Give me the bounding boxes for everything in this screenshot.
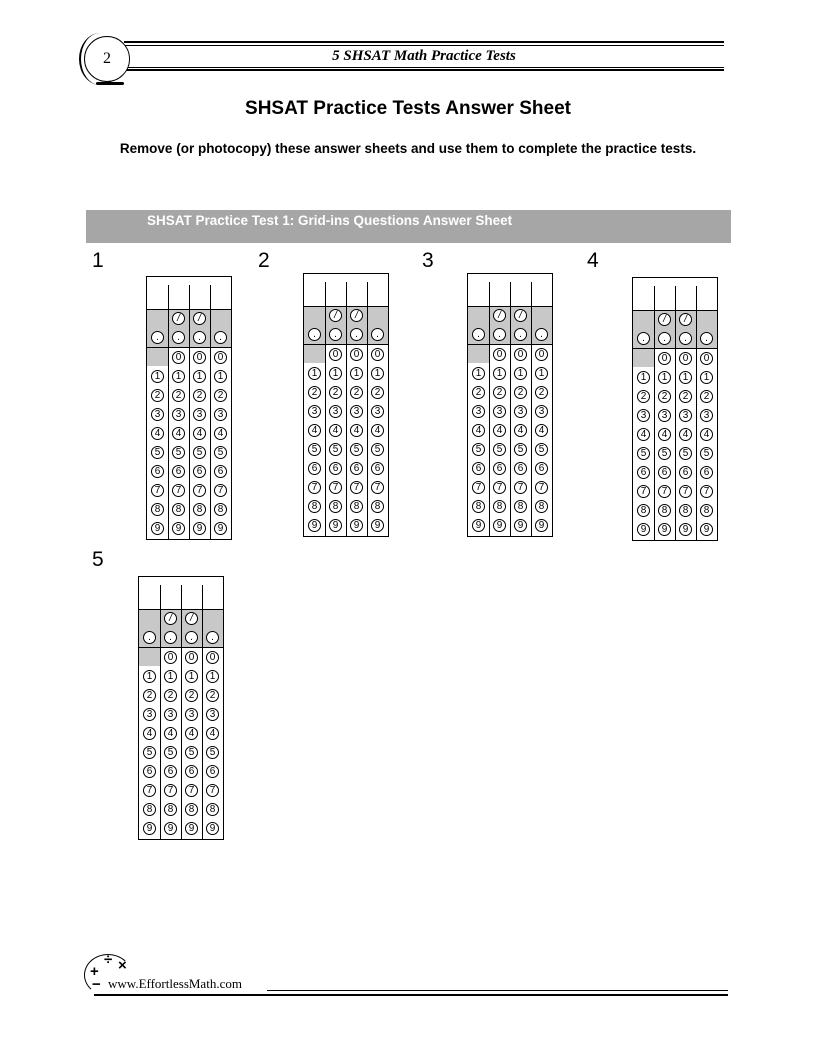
column-divider	[367, 282, 368, 306]
decimal-bubble[interactable]: .	[193, 331, 206, 344]
digit-bubble-7[interactable]: 7	[658, 485, 671, 498]
grid-in-question-1	[146, 276, 232, 540]
decimal-bubble[interactable]: .	[493, 328, 506, 341]
decimal-bubble[interactable]: .	[206, 631, 219, 644]
digit-bubble-1[interactable]: 1	[658, 371, 671, 384]
question-number: 3	[422, 249, 434, 272]
decimal-bubble[interactable]: .	[164, 631, 177, 644]
column-divider	[696, 310, 697, 540]
digit-bubble-7[interactable]: 7	[308, 481, 321, 494]
digit-bubble-5[interactable]: 5	[637, 447, 650, 460]
decimal-bubble[interactable]: .	[350, 328, 363, 341]
digit-bubble-2[interactable]: 2	[206, 689, 219, 702]
digit-bubble-9[interactable]: 9	[185, 822, 198, 835]
digit-bubble-1[interactable]: 1	[193, 370, 206, 383]
minus-icon: −	[92, 976, 101, 993]
plus-icon: +	[90, 963, 99, 980]
digit-bubble-4[interactable]: 4	[514, 424, 527, 437]
digit-bubble-9[interactable]: 9	[350, 519, 363, 532]
digit-bubble-9[interactable]: 9	[637, 523, 650, 536]
decimal-bubble[interactable]: .	[172, 331, 185, 344]
footer-rule	[94, 994, 728, 996]
digit-bubble-8[interactable]: 8	[679, 504, 692, 517]
digit-bubble-4[interactable]: 4	[143, 727, 156, 740]
digit-bubble-3[interactable]: 3	[679, 409, 692, 422]
digit-bubble-3[interactable]: 3	[185, 708, 198, 721]
digit-bubble-7[interactable]: 7	[206, 784, 219, 797]
digit-bubble-2[interactable]: 2	[700, 390, 713, 403]
digit-bubble-7[interactable]: 7	[151, 484, 164, 497]
digit-bubble-1[interactable]: 1	[329, 367, 342, 380]
digit-bubble-3[interactable]: 3	[658, 409, 671, 422]
digit-bubble-2[interactable]: 2	[172, 389, 185, 402]
digit-bubble-8[interactable]: 8	[308, 500, 321, 513]
digit-bubble-6[interactable]: 6	[493, 462, 506, 475]
digit-bubble-5[interactable]: 5	[679, 447, 692, 460]
blank-cell	[468, 345, 489, 363]
digit-bubble-2[interactable]: 2	[193, 389, 206, 402]
digit-bubble-6[interactable]: 6	[658, 466, 671, 479]
digit-bubble-1[interactable]: 1	[371, 367, 384, 380]
digit-bubble-1[interactable]: 1	[472, 367, 485, 380]
digit-bubble-3[interactable]: 3	[214, 408, 227, 421]
digit-bubble-8[interactable]: 8	[151, 503, 164, 516]
digit-bubble-3[interactable]: 3	[700, 409, 713, 422]
digit-bubble-1[interactable]: 1	[185, 670, 198, 683]
digit-bubble-7[interactable]: 7	[371, 481, 384, 494]
answer-write-row[interactable]	[147, 277, 231, 309]
digit-bubble-6[interactable]: 6	[329, 462, 342, 475]
digit-bubble-4[interactable]: 4	[185, 727, 198, 740]
column-divider	[346, 282, 347, 306]
column-divider	[489, 282, 490, 306]
column-divider	[367, 306, 368, 536]
digit-bubble-6[interactable]: 6	[535, 462, 548, 475]
digit-bubble-7[interactable]: 7	[514, 481, 527, 494]
digit-bubble-3[interactable]: 3	[308, 405, 321, 418]
digit-bubble-8[interactable]: 8	[658, 504, 671, 517]
digit-bubble-8[interactable]: 8	[214, 503, 227, 516]
digit-bubble-5[interactable]: 5	[143, 746, 156, 759]
digit-bubble-6[interactable]: 6	[637, 466, 650, 479]
column-divider	[325, 306, 326, 536]
answer-write-row[interactable]	[468, 274, 552, 306]
digit-bubble-9[interactable]: 9	[700, 523, 713, 536]
digit-bubble-7[interactable]: 7	[493, 481, 506, 494]
digit-bubble-0[interactable]: 0	[185, 651, 198, 664]
digit-bubble-2[interactable]: 2	[164, 689, 177, 702]
digit-bubble-2[interactable]: 2	[658, 390, 671, 403]
digit-bubble-2[interactable]: 2	[679, 390, 692, 403]
digit-bubble-4[interactable]: 4	[535, 424, 548, 437]
digit-bubble-4[interactable]: 4	[308, 424, 321, 437]
digit-bubble-7[interactable]: 7	[214, 484, 227, 497]
digit-bubble-9[interactable]: 9	[535, 519, 548, 532]
digit-bubble-1[interactable]: 1	[679, 371, 692, 384]
digit-bubble-8[interactable]: 8	[329, 500, 342, 513]
digit-bubble-5[interactable]: 5	[658, 447, 671, 460]
digit-bubble-1[interactable]: 1	[214, 370, 227, 383]
digit-bubble-0[interactable]: 0	[193, 351, 206, 364]
digit-bubble-9[interactable]: 9	[172, 522, 185, 535]
digit-bubble-4[interactable]: 4	[172, 427, 185, 440]
digit-bubble-8[interactable]: 8	[172, 503, 185, 516]
digit-bubble-3[interactable]: 3	[143, 708, 156, 721]
digit-bubble-9[interactable]: 9	[164, 822, 177, 835]
column-divider	[181, 585, 182, 609]
digit-bubble-5[interactable]: 5	[185, 746, 198, 759]
digit-bubble-8[interactable]: 8	[350, 500, 363, 513]
digit-bubble-6[interactable]: 6	[371, 462, 384, 475]
decimal-bubble[interactable]: .	[151, 331, 164, 344]
digit-bubble-7[interactable]: 7	[700, 485, 713, 498]
digit-bubble-8[interactable]: 8	[164, 803, 177, 816]
digit-bubble-6[interactable]: 6	[185, 765, 198, 778]
digit-bubble-2[interactable]: 2	[350, 386, 363, 399]
digit-bubble-7[interactable]: 7	[143, 784, 156, 797]
slash-bubble[interactable]: /	[193, 312, 206, 325]
column-divider	[168, 285, 169, 309]
digit-bubble-0[interactable]: 0	[214, 351, 227, 364]
digit-bubble-3[interactable]: 3	[206, 708, 219, 721]
page-number: 2	[103, 50, 111, 67]
digit-bubble-3[interactable]: 3	[350, 405, 363, 418]
digit-bubble-3[interactable]: 3	[151, 408, 164, 421]
digit-bubble-1[interactable]: 1	[350, 367, 363, 380]
instructions: Remove (or photocopy) these answer sheets and use them to complete the practice tests.	[119, 141, 697, 156]
digit-bubble-7[interactable]: 7	[185, 784, 198, 797]
digit-bubble-3[interactable]: 3	[514, 405, 527, 418]
column-divider	[531, 282, 532, 306]
digit-bubble-6[interactable]: 6	[214, 465, 227, 478]
page-footer	[84, 950, 728, 1000]
digit-bubble-4[interactable]: 4	[214, 427, 227, 440]
digit-bubble-5[interactable]: 5	[214, 446, 227, 459]
column-divider	[510, 282, 511, 306]
globe-icon	[84, 36, 130, 82]
digit-bubble-7[interactable]: 7	[350, 481, 363, 494]
digit-bubble-1[interactable]: 1	[308, 367, 321, 380]
slash-bubble[interactable]: /	[679, 313, 692, 326]
slash-bubble[interactable]: /	[350, 309, 363, 322]
column-divider	[160, 609, 161, 839]
digit-bubble-1[interactable]: 1	[172, 370, 185, 383]
digit-bubble-6[interactable]: 6	[151, 465, 164, 478]
digit-bubble-2[interactable]: 2	[185, 689, 198, 702]
digit-bubble-8[interactable]: 8	[700, 504, 713, 517]
digit-bubble-0[interactable]: 0	[371, 348, 384, 361]
digit-bubble-2[interactable]: 2	[514, 386, 527, 399]
column-divider	[210, 285, 211, 309]
digit-bubble-5[interactable]: 5	[164, 746, 177, 759]
digit-bubble-5[interactable]: 5	[151, 446, 164, 459]
digit-bubble-2[interactable]: 2	[637, 390, 650, 403]
digit-bubble-9[interactable]: 9	[214, 522, 227, 535]
question-number: 1	[92, 249, 104, 272]
column-divider	[654, 286, 655, 310]
digit-bubble-1[interactable]: 1	[700, 371, 713, 384]
digit-bubble-5[interactable]: 5	[700, 447, 713, 460]
digit-bubble-0[interactable]: 0	[329, 348, 342, 361]
answer-write-row[interactable]	[304, 274, 388, 306]
digit-bubble-8[interactable]: 8	[206, 803, 219, 816]
digit-bubble-2[interactable]: 2	[472, 386, 485, 399]
digit-bubble-9[interactable]: 9	[658, 523, 671, 536]
digit-bubble-6[interactable]: 6	[206, 765, 219, 778]
digit-bubble-7[interactable]: 7	[164, 784, 177, 797]
digit-bubble-9[interactable]: 9	[308, 519, 321, 532]
slash-bubble[interactable]: /	[514, 309, 527, 322]
digit-bubble-0[interactable]: 0	[700, 352, 713, 365]
decimal-bubble[interactable]: .	[308, 328, 321, 341]
digit-bubble-4[interactable]: 4	[658, 428, 671, 441]
digit-bubble-6[interactable]: 6	[700, 466, 713, 479]
blank-cell	[304, 345, 325, 363]
digit-bubble-5[interactable]: 5	[193, 446, 206, 459]
digit-bubble-4[interactable]: 4	[679, 428, 692, 441]
digit-bubble-2[interactable]: 2	[371, 386, 384, 399]
digit-bubble-1[interactable]: 1	[143, 670, 156, 683]
column-divider	[202, 609, 203, 839]
digit-bubble-8[interactable]: 8	[143, 803, 156, 816]
digit-bubble-1[interactable]: 1	[514, 367, 527, 380]
slash-bubble[interactable]: /	[172, 312, 185, 325]
digit-bubble-0[interactable]: 0	[350, 348, 363, 361]
digit-bubble-1[interactable]: 1	[493, 367, 506, 380]
slash-bubble[interactable]: /	[658, 313, 671, 326]
digit-bubble-3[interactable]: 3	[371, 405, 384, 418]
question-number: 2	[258, 249, 270, 272]
digit-bubble-9[interactable]: 9	[472, 519, 485, 532]
decimal-bubble[interactable]: .	[658, 332, 671, 345]
header-rule	[124, 69, 724, 71]
digit-bubble-6[interactable]: 6	[472, 462, 485, 475]
digit-bubble-0[interactable]: 0	[658, 352, 671, 365]
header-rule	[124, 67, 724, 68]
answer-write-row[interactable]	[139, 577, 223, 609]
slash-bubble[interactable]: /	[164, 612, 177, 625]
digit-bubble-7[interactable]: 7	[172, 484, 185, 497]
digit-bubble-0[interactable]: 0	[172, 351, 185, 364]
digit-bubble-4[interactable]: 4	[151, 427, 164, 440]
digit-bubble-6[interactable]: 6	[172, 465, 185, 478]
digit-bubble-7[interactable]: 7	[329, 481, 342, 494]
column-divider	[202, 585, 203, 609]
digit-bubble-4[interactable]: 4	[164, 727, 177, 740]
answer-write-row[interactable]	[633, 278, 717, 310]
decimal-bubble[interactable]: .	[637, 332, 650, 345]
digit-bubble-9[interactable]: 9	[679, 523, 692, 536]
digit-bubble-3[interactable]: 3	[329, 405, 342, 418]
digit-bubble-5[interactable]: 5	[329, 443, 342, 456]
digit-bubble-7[interactable]: 7	[679, 485, 692, 498]
digit-bubble-5[interactable]: 5	[172, 446, 185, 459]
digit-bubble-7[interactable]: 7	[193, 484, 206, 497]
digit-bubble-4[interactable]: 4	[700, 428, 713, 441]
digit-bubble-2[interactable]: 2	[308, 386, 321, 399]
digit-bubble-8[interactable]: 8	[637, 504, 650, 517]
digit-bubble-0[interactable]: 0	[679, 352, 692, 365]
digit-bubble-9[interactable]: 9	[206, 822, 219, 835]
digit-bubble-8[interactable]: 8	[472, 500, 485, 513]
digit-bubble-2[interactable]: 2	[151, 389, 164, 402]
digit-bubble-6[interactable]: 6	[308, 462, 321, 475]
digit-bubble-9[interactable]: 9	[329, 519, 342, 532]
question-number: 4	[587, 249, 599, 272]
decimal-bubble[interactable]: .	[214, 331, 227, 344]
digit-bubble-7[interactable]: 7	[637, 485, 650, 498]
digit-bubble-9[interactable]: 9	[493, 519, 506, 532]
website-link[interactable]: www.EffortlessMath.com	[108, 976, 242, 991]
slash-bubble[interactable]: /	[329, 309, 342, 322]
digit-bubble-5[interactable]: 5	[206, 746, 219, 759]
column-divider	[168, 309, 169, 539]
question-number: 5	[92, 548, 104, 571]
digit-bubble-3[interactable]: 3	[172, 408, 185, 421]
digit-bubble-5[interactable]: 5	[514, 443, 527, 456]
blank-cell	[633, 349, 654, 367]
digit-bubble-9[interactable]: 9	[151, 522, 164, 535]
digit-bubble-1[interactable]: 1	[637, 371, 650, 384]
digit-bubble-6[interactable]: 6	[193, 465, 206, 478]
digit-bubble-2[interactable]: 2	[329, 386, 342, 399]
digit-bubble-7[interactable]: 7	[472, 481, 485, 494]
digit-bubble-9[interactable]: 9	[193, 522, 206, 535]
grid-in-question-3	[467, 273, 553, 537]
digit-bubble-4[interactable]: 4	[472, 424, 485, 437]
digit-bubble-0[interactable]: 0	[535, 348, 548, 361]
digit-bubble-0[interactable]: 0	[514, 348, 527, 361]
column-divider	[675, 286, 676, 310]
digit-bubble-6[interactable]: 6	[514, 462, 527, 475]
column-divider	[346, 306, 347, 536]
digit-bubble-9[interactable]: 9	[371, 519, 384, 532]
digit-bubble-4[interactable]: 4	[193, 427, 206, 440]
digit-bubble-6[interactable]: 6	[164, 765, 177, 778]
header-rule	[124, 41, 724, 43]
decimal-bubble[interactable]: .	[371, 328, 384, 341]
digit-bubble-4[interactable]: 4	[329, 424, 342, 437]
multiply-icon: ×	[118, 957, 127, 974]
digit-bubble-4[interactable]: 4	[206, 727, 219, 740]
column-divider	[181, 609, 182, 839]
column-divider	[531, 306, 532, 536]
digit-bubble-6[interactable]: 6	[350, 462, 363, 475]
decimal-bubble[interactable]: .	[185, 631, 198, 644]
digit-bubble-8[interactable]: 8	[514, 500, 527, 513]
digit-bubble-6[interactable]: 6	[143, 765, 156, 778]
grid-in-question-5	[138, 576, 224, 840]
section-band	[86, 210, 731, 243]
digit-bubble-5[interactable]: 5	[493, 443, 506, 456]
decimal-bubble[interactable]: .	[514, 328, 527, 341]
digit-bubble-1[interactable]: 1	[151, 370, 164, 383]
digit-bubble-8[interactable]: 8	[493, 500, 506, 513]
digit-bubble-0[interactable]: 0	[164, 651, 177, 664]
digit-bubble-4[interactable]: 4	[350, 424, 363, 437]
blank-cell	[139, 648, 160, 666]
column-divider	[210, 309, 211, 539]
column-divider	[189, 309, 190, 539]
digit-bubble-1[interactable]: 1	[206, 670, 219, 683]
decimal-bubble[interactable]: .	[143, 631, 156, 644]
decimal-bubble[interactable]: .	[535, 328, 548, 341]
digit-bubble-8[interactable]: 8	[371, 500, 384, 513]
page-title: SHSAT Practice Tests Answer Sheet	[245, 98, 571, 119]
slash-bubble[interactable]: /	[493, 309, 506, 322]
digit-bubble-5[interactable]: 5	[350, 443, 363, 456]
column-divider	[160, 585, 161, 609]
column-divider	[510, 306, 511, 536]
decimal-bubble[interactable]: .	[679, 332, 692, 345]
column-divider	[325, 282, 326, 306]
digit-bubble-1[interactable]: 1	[164, 670, 177, 683]
digit-bubble-8[interactable]: 8	[185, 803, 198, 816]
digit-bubble-5[interactable]: 5	[308, 443, 321, 456]
digit-bubble-3[interactable]: 3	[472, 405, 485, 418]
blank-cell	[147, 348, 168, 366]
digit-bubble-2[interactable]: 2	[493, 386, 506, 399]
digit-bubble-5[interactable]: 5	[535, 443, 548, 456]
digit-bubble-9[interactable]: 9	[143, 822, 156, 835]
digit-bubble-4[interactable]: 4	[493, 424, 506, 437]
digit-bubble-7[interactable]: 7	[535, 481, 548, 494]
section-title: SHSAT Practice Test 1: Grid-ins Questions Answer Sheet	[147, 213, 513, 228]
digit-bubble-3[interactable]: 3	[193, 408, 206, 421]
footer-rule	[267, 990, 728, 991]
column-divider	[696, 286, 697, 310]
digit-bubble-8[interactable]: 8	[193, 503, 206, 516]
digit-bubble-2[interactable]: 2	[214, 389, 227, 402]
grid-in-question-2	[303, 273, 389, 537]
digit-bubble-3[interactable]: 3	[164, 708, 177, 721]
digit-bubble-0[interactable]: 0	[493, 348, 506, 361]
column-divider	[675, 310, 676, 540]
digit-bubble-0[interactable]: 0	[206, 651, 219, 664]
digit-bubble-5[interactable]: 5	[472, 443, 485, 456]
grid-in-question-4	[632, 277, 718, 541]
digit-bubble-5[interactable]: 5	[371, 443, 384, 456]
digit-bubble-2[interactable]: 2	[143, 689, 156, 702]
digit-bubble-6[interactable]: 6	[679, 466, 692, 479]
digit-bubble-1[interactable]: 1	[535, 367, 548, 380]
decimal-bubble[interactable]: .	[700, 332, 713, 345]
digit-bubble-4[interactable]: 4	[637, 428, 650, 441]
column-divider	[654, 310, 655, 540]
book-title: 5 SHSAT Math Practice Tests	[332, 48, 516, 64]
digit-bubble-4[interactable]: 4	[371, 424, 384, 437]
digit-bubble-3[interactable]: 3	[535, 405, 548, 418]
digit-bubble-3[interactable]: 3	[637, 409, 650, 422]
digit-bubble-2[interactable]: 2	[535, 386, 548, 399]
digit-bubble-3[interactable]: 3	[493, 405, 506, 418]
digit-bubble-8[interactable]: 8	[535, 500, 548, 513]
decimal-bubble[interactable]: .	[329, 328, 342, 341]
digit-bubble-9[interactable]: 9	[514, 519, 527, 532]
divide-icon: ÷	[104, 951, 113, 968]
decimal-bubble[interactable]: .	[472, 328, 485, 341]
slash-bubble[interactable]: /	[185, 612, 198, 625]
page-header	[84, 34, 724, 86]
column-divider	[189, 285, 190, 309]
column-divider	[489, 306, 490, 536]
